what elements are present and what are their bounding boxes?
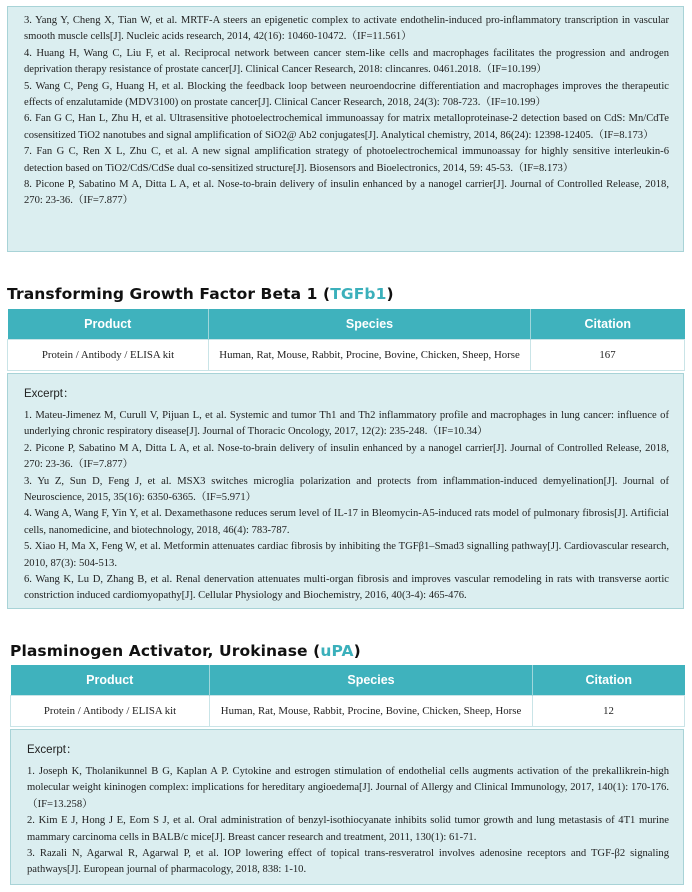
top-references-box (7, 6, 684, 252)
reference-item: 5. Wang C, Peng G, Huang H, et al. Blocking the feedback loop between neuroendocrine differentiation and macrophages improves the therapeutic effects of enzalutamide (MDV3100) on prostate cancer[J]. Clinical Cancer Research, 2018, 24(3): 708-723.（IF=10.199） (24, 80, 669, 109)
section-title-tgfb1: Transforming Growth Factor Beta 1 (TGFb1) (7, 285, 394, 303)
cell-species: Human, Rat, Mouse, Rabbit, Procine, Bovine, Chicken, Sheep, Horse (210, 696, 533, 727)
excerpt-box-tgfb1 (7, 373, 684, 609)
section-title-upa: Plasminogen Activator, Urokinase (uPA) (10, 642, 361, 660)
reference-item: 5. Xiao H, Ma X, Feng W, et al. Metformin attenuates cardiac fibrosis by inhibiting the TGFβ1–Smad3 signalling pathway[J]. Cardiovascular research, 2010, 87(3): 504-513. (24, 541, 669, 569)
table-row (8, 340, 685, 371)
product-table-tgfb1 (7, 309, 685, 371)
reference-item: 3. Razali N, Agarwal R, Agarwal P, et al. IOP lowering effect of topical trans-resveratrol involves adenosine receptors and TGF-β2 signaling pathways[J]. European journal of pharmacology, 2018, 838: 1-10. (27, 848, 669, 876)
reference-item: 2. Kim E J, Hong J E, Eom S J, et al. Oral administration of benzyl-isothiocyanate inhibits solid tumor growth and lung metastasis of 4T1 murine mammary carcinoma cells in BALB/c mice[J]. Breast cancer research and treatment, 2011, 130(1): 61-71. (27, 815, 669, 843)
table-header-row (11, 665, 685, 696)
reference-item: 4. Huang H, Wang C, Liu F, et al. Reciprocal network between cancer stem-like cells and macrophages facilitates the progression and androgen deprivation therapy resistance of prostate cancer[J]. Clinical Cancer Research, 2018: clincanres. 0461.2018.（IF=10.199） (24, 47, 669, 76)
table-row (11, 696, 685, 727)
reference-item: 3. Yang Y, Cheng X, Tian W, et al. MRTF-A steers an epigenetic complex to activate endothelin-induced pro-inflammatory transcription in vascular smooth muscle cells[J]. Nucleic acids research, 2014, 42(16): 10460-10472.（IF=11.561） (24, 15, 669, 43)
reference-item: 4. Wang A, Wang F, Yin Y, et al. Dexamethasone reduces serum level of IL-17 in Bleomycin-A5-induced rats model of pulmonary fibrosis[J]. Artificial cells, nanomedicine, and biotechnology, 2018, 46(4): 783-787. (24, 508, 669, 536)
reference-item: 6. Fan G C, Han L, Zhu H, et al. Ultrasensitive photoelectrochemical immunoassay for matrix metalloproteinase-2 detection based on CdS: Mn/CdTe cosensitized TiO2 nanotubes and signal amplification of SiO2@ Ab2 conjugates[J]. Analytical chemistry, 2014, 86(24): 12398-12405.（IF=8.173） (24, 113, 669, 141)
section-title-text: Plasminogen Activator, Urokinase (10, 642, 308, 660)
header-citation: Citation (531, 309, 685, 340)
excerpt-box-upa (10, 729, 684, 885)
header-product: Product (8, 309, 209, 340)
excerpt-label: Excerpt： (24, 388, 75, 400)
table-header-row (8, 309, 685, 340)
excerpt-label: Excerpt： (27, 744, 78, 756)
cell-citation: 12 (533, 696, 685, 727)
reference-item: 7. Fan G C, Ren X L, Zhu C, et al. A new signal amplification strategy of photoelectrochemical immunoassay for highly sensitive interleukin-6 detection based on TiO2/CdS/CdSe dual co-sensitized structure[J]. Biosensors and Bioelectronics, 2014, 59: 45-53.（IF=8.173） (24, 146, 669, 174)
section-abbreviation: TGFb1 (330, 285, 387, 303)
reference-item: 3. Yu Z, Sun D, Feng J, et al. MSX3 switches microglia polarization and protects from inflammation-induced demyelination[J]. Journal of Neuroscience, 2015, 35(16): 6350-6365.（IF=5.971） (24, 475, 669, 504)
header-species: Species (209, 309, 531, 340)
reference-item: 1. Mateu-Jimenez M, Curull V, Pijuan L, et al. Systemic and tumor Th1 and Th2 inflammatory profile and macrophages in lung cancer: influence of underlying chronic respiratory disease[J]. Journal of Thoracic Oncology, 2017, 12(2): 235-248.（IF=10.34） (24, 410, 669, 438)
reference-item: 1. Joseph K, Tholanikunnel B G, Kaplan A P. Cytokine and estrogen stimulation of endothelial cells augments activation of the prekallikrein-high molecular weight kininogen complex: implications for hereditary angioedema[J]. Journal of Allergy and Clinical Immunology, 2017, 140(1): 170-176.（IF=13.258） (27, 766, 669, 810)
cell-citation: 167 (531, 340, 685, 371)
cell-product: Protein / Antibody / ELISA kit (8, 340, 209, 371)
header-citation: Citation (533, 665, 685, 696)
product-table-upa (10, 665, 685, 727)
cell-product: Protein / Antibody / ELISA kit (11, 696, 210, 727)
reference-item: 8. Picone P, Sabatino M A, Ditta L A, et al. Nose-to-brain delivery of insulin enhanced by a nanogel carrier[J]. Journal of Controlled Release, 2018, 270: 23-36.（IF=7.877） (24, 179, 669, 207)
reference-item: 2. Picone P, Sabatino M A, Ditta L A, et al. Nose-to-brain delivery of insulin enhanced by a nanogel carrier[J]. Journal of Controlled Release, 2018, 270: 23-36.（IF=7.877） (24, 442, 669, 471)
cell-species: Human, Rat, Mouse, Rabbit, Procine, Bovine, Chicken, Sheep, Horse (209, 340, 531, 371)
section-abbreviation: uPA (320, 642, 354, 660)
header-product: Product (11, 665, 210, 696)
header-species: Species (210, 665, 533, 696)
reference-item: 6. Wang K, Lu D, Zhang B, et al. Renal denervation attenuates multi-organ fibrosis and improves vascular remodeling in rats with transverse aortic constriction induced cardiomyopathy[J]. Cellular Physiology and Biochemistry, 2016, 40(3-4): 465-476. (24, 574, 669, 602)
section-title-text: Transforming Growth Factor Beta 1 (7, 285, 318, 303)
